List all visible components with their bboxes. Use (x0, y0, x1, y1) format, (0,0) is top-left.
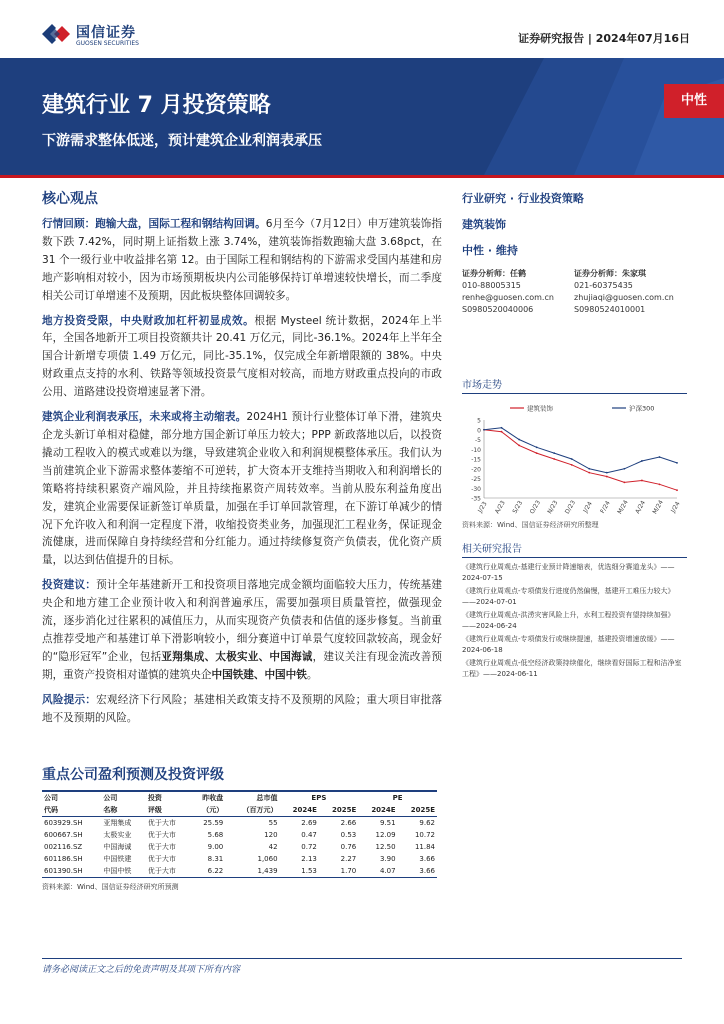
analyst-2-cert: S0980524010001 (574, 305, 646, 314)
table-cell: 优于大市 (146, 865, 191, 878)
footer-divider (42, 958, 682, 959)
y-tick-label: -30 (471, 485, 481, 493)
y-tick-label: -15 (471, 456, 481, 464)
table-cell: 9.00 (207, 843, 224, 851)
th-company-1: 公司 (42, 791, 101, 804)
y-tick-label: -5 (475, 437, 481, 444)
forecast-table-title: 重点公司盈利预测及投资评级 (42, 767, 224, 783)
related-report-item[interactable]: 《建筑行业周观点-洪涝灾害风险上升，水利工程投资有望持续加强》——2024-06-24 (462, 611, 675, 630)
x-tick-label: A/24 (634, 499, 648, 515)
th-invest: 投资 (146, 791, 191, 804)
market-review-lead: 行情回顾：跑输大盘，国际工程和钢结构回调。 (42, 218, 266, 230)
x-tick-label: A/23 (493, 499, 507, 515)
analyst-2-email[interactable]: zhujiaqi@guosen.com.cn (574, 293, 674, 302)
series-0-point (676, 489, 678, 491)
analyst-1-role: 证券分析师：任鹤 (462, 269, 526, 278)
logo-chinese-name: 国信证券 (76, 25, 136, 41)
th-pe: PE (358, 791, 437, 804)
series-0-point (641, 480, 643, 482)
series-1-point (501, 427, 503, 429)
table-cell: 601390.SH (42, 865, 101, 878)
table-cell: 2.69 (301, 819, 317, 827)
related-report-item[interactable]: 《建筑行业周观点-基建行业预计降速缩表，优选细分赛道龙头》——2024-07-15 (462, 563, 675, 582)
investment-advice-paragraph (42, 577, 442, 684)
investment-advice-text-a: 预计全年基建新开工和投资项目落地完成金额均面临较大压力，传统基建央企和地方建工企业预计收入和利润普遍承压，需要加强项目质量管控，做强现金流，逐步消化过往累积的减值压力，从而实现资产负债表和估值的逐步修复。当前重点推荐受地产和基建订单下滑影响较小，细分赛道中订单景气度较回款较高，现金好的“隐形冠军”企业，包括 (42, 579, 443, 663)
series-1-point (676, 462, 678, 464)
series-1-point (623, 468, 625, 470)
legend-label-1: 沪深300 (629, 404, 655, 413)
series-1-point (553, 452, 555, 454)
analyst-block (462, 268, 687, 376)
analyst-1-phone: 010-88005315 (462, 281, 521, 290)
table-row (42, 829, 437, 841)
series-0-point (623, 482, 625, 484)
chart-source: 资料来源：Wind、国信证券经济研究所整理 (462, 521, 599, 529)
report-subtitle: 下游需求整体低迷，预计建筑企业利润表承压 (42, 133, 322, 149)
related-report-item[interactable]: 《建筑行业周观点-专项债发行进度仍然偏慢，基建开工难压力较大》——2024-07-01 (462, 587, 675, 606)
x-tick-label: S/23 (511, 499, 525, 515)
table-cell: 0.72 (301, 843, 317, 851)
table-source: 资料来源：Wind、国信证券经济研究所预测 (42, 883, 179, 891)
th-yuan: （元） (190, 804, 225, 817)
table-cell: 8.31 (207, 855, 224, 863)
series-1-point (571, 458, 573, 460)
related-report-item[interactable]: 《建筑行业周观点-低空经济政策持续催化，继续看好国际工程和洁净室工程》——2024-06-11 (462, 659, 682, 678)
guosen-logo-icon (42, 22, 70, 46)
table-cell: 1,060 (257, 855, 278, 863)
table-cell: 1,439 (225, 865, 279, 878)
x-tick-label: F/24 (599, 499, 612, 515)
analyst-1-cert: S0980520040006 (462, 305, 534, 314)
series-0-point (571, 464, 573, 466)
table-cell: 0.76 (340, 843, 357, 851)
x-tick-label: M/24 (651, 499, 665, 516)
y-tick-label: -25 (471, 476, 481, 483)
series-0-point (588, 472, 590, 474)
core-views-column (42, 188, 442, 734)
table-cell: 10.72 (414, 831, 435, 839)
market-review-text: 6月至今（7月12日）申万建筑装饰指数下跌 7.42%，同时期上证指数上涨 3.74%，建筑装饰指数跑输大盘 3.68pct，在 31 个一级行业中收益排名第 12。由于国际工程和钢结构的下游需求受国内基建和房地产影响相对较小，因为市场预期板块内公司能够保持订单增速较快增长，而二季度相关公司订单增速不及预期，因此板块整体回调较多。 (42, 218, 442, 302)
table-cell: 120 (264, 831, 278, 839)
table-row (42, 817, 437, 830)
table-row (42, 841, 437, 853)
footer-disclaimer: 请务必阅读正文之后的免责声明及其项下所有内容 (42, 965, 241, 975)
th-mktcap: 总市值 (225, 791, 279, 804)
x-tick-label: D/23 (563, 499, 578, 516)
watch-stocks: 中国铁建、中国中铁 (211, 668, 307, 681)
table-cell: 亚翔集成 (103, 819, 132, 827)
table-cell: 2.27 (340, 855, 357, 863)
industry-rating: 中性 · 维持 (462, 244, 518, 257)
core-views-heading: 核心观点 (42, 191, 98, 207)
y-tick-label: 5 (477, 417, 481, 425)
th-eps: EPS (280, 791, 359, 804)
th-pe-2024: 2024E (358, 804, 397, 817)
analyst-2-phone: 021-60375435 (574, 281, 633, 290)
risk-lead: 风险提示： (42, 693, 97, 706)
table-cell: 中国海诚 (103, 843, 132, 851)
table-cell: 9.62 (419, 819, 435, 827)
report-type-date: 证券研究报告 | 2024年07月16日 (518, 32, 690, 45)
x-tick-label: J/24 (582, 500, 594, 514)
analyst-2 (574, 268, 686, 316)
rating-badge: 中性 (664, 84, 724, 118)
forecast-table (42, 790, 437, 878)
analyst-2-role: 证券分析师：朱家琪 (574, 269, 646, 278)
series-0-point (518, 444, 520, 446)
th-eps-2024: 2024E (280, 804, 319, 817)
investment-advice-text-b: ，建议关注有现金流改善预期，重资产投资相对谨慎的建筑央企 (42, 650, 443, 681)
related-reports-list (462, 562, 687, 680)
th-name: 名称 (101, 804, 146, 817)
table-cell: 002116.SZ (44, 843, 83, 851)
table-cell: 42 (268, 843, 278, 851)
x-tick-label: O/23 (528, 499, 542, 516)
series-1-point (483, 429, 485, 431)
table-cell: 中国中铁 (101, 865, 146, 878)
table-cell: 12.09 (375, 831, 396, 839)
table-cell: 2.13 (301, 855, 317, 863)
y-tick-label: 0 (477, 427, 481, 435)
series-1-point (588, 468, 590, 470)
series-0-point (659, 483, 661, 485)
th-close: 昨收盘 (190, 791, 225, 804)
profit-pressure-text: 2024H1 预计行业整体订单下滑，建筑央企龙头新订单相对稳健，部分地方国企新订单压力较大；PPP 新政落地以后，以投资撬动工程收入的模式或难以为继，导致建筑企业收入和利润规模整体承压。我们认为当前建筑企业下游需求整体萎缩不可逆转，扩大资本开支维持当期收入和利润增长的策略将持续积累资产端风险，并且持续拖累资产周转效率。当前从股东利益角度出发，建筑企业需要保证新签订单质量，加强在手订单回款管理，在下游订单减少的情况下允许收入和利润一定程度下滑，收缩投资类业务，加强现汇工程业务，保证现金流健康，进而保障自身持续经营和分红能力。通过持续修复资产负债表，优化资产质量，以达到估值提升的目标。 (42, 411, 442, 567)
local-investment-lead: 地方投资受限，中央财政加杠杆初显成效。 (42, 314, 255, 327)
top-header (0, 0, 724, 58)
table-cell: 9.51 (379, 819, 396, 827)
y-tick-label: -35 (471, 495, 481, 503)
series-0-point (553, 458, 555, 460)
investment-advice-lead: 投资建议： (42, 579, 97, 592)
y-tick-label: -20 (471, 466, 481, 474)
banner-divider (0, 175, 724, 178)
local-investment-text: 根据 Mysteel 统计数据，2024年上半年，全国各地新开工项目投资额共计 20.41 万亿元，同比-36.1%。2024年上半年全国合计新增专项债 1.49 万亿元，同比-35.1%，仅完成全年新增限额的 38%。中央财政重点支持的水利、铁路等领域投资景气度相对较高，而地方财政重点投向的市政公用、道路建设投资增速显著下滑。 (42, 314, 442, 399)
table-cell: 优于大市 (147, 843, 176, 851)
logo-english-name: GUOSEN SECURITIES (76, 40, 139, 47)
x-tick-label: J/24 (669, 500, 682, 514)
recommended-stocks: 亚翔集成、太极实业、中国海诚 (161, 650, 313, 663)
table-cell: 4.07 (358, 865, 397, 878)
series-line-1 (484, 428, 677, 473)
th-pe-2025: 2025E (398, 804, 437, 817)
table-cell: 603929.SH (44, 819, 83, 827)
analyst-1-email[interactable]: renhe@guosen.com.cn (462, 293, 554, 302)
table-cell: 3.66 (398, 865, 437, 878)
table-cell: 1.53 (280, 865, 319, 878)
series-1-point (536, 446, 538, 448)
legend-label-0: 建筑装饰 (527, 404, 553, 413)
series-1-point (641, 460, 643, 462)
series-0-point (501, 431, 503, 433)
table-cell: 优于大市 (147, 819, 176, 827)
investment-advice-text-c: 。 (306, 668, 318, 681)
market-trend-svg (462, 398, 687, 528)
th-company-2: 公司 (101, 791, 146, 804)
profit-pressure-paragraph (42, 409, 442, 570)
industry-name: 建筑装饰 (462, 218, 506, 231)
series-1-point (659, 456, 661, 458)
th-million: （百万元） (225, 804, 279, 817)
table-cell: 601186.SH (44, 855, 83, 863)
related-reports-heading: 相关研究报告 (462, 540, 687, 558)
series-0-point (536, 452, 538, 454)
market-trend-heading: 市场走势 (462, 376, 687, 394)
table-cell: 12.50 (375, 843, 396, 851)
analyst-1 (462, 268, 574, 316)
table-cell: 55 (268, 819, 278, 827)
table-cell: 3.90 (379, 855, 396, 863)
table-row (42, 853, 437, 865)
table-cell: 25.59 (203, 819, 224, 827)
x-tick-label: J/23 (476, 500, 489, 514)
risk-text: 宏观经济下行风险；基建相关政策支持不及预期的风险；重大项目审批落地不及预期的风险。 (42, 693, 443, 724)
table-cell: 6.22 (190, 865, 225, 878)
table-cell: 优于大市 (147, 855, 176, 863)
x-tick-label: N/23 (546, 499, 560, 516)
local-investment-paragraph (42, 313, 442, 403)
title-banner (0, 58, 724, 175)
th-eps-2025: 2025E (319, 804, 358, 817)
table-row (42, 865, 437, 878)
table-cell: 0.47 (301, 831, 317, 839)
table-cell: 中国铁建 (103, 855, 132, 863)
table-cell: 11.84 (414, 843, 435, 851)
related-report-item[interactable]: 《建筑行业周观点-专项债发行或继续提速，基建投资增速放缓》——2024-06-18 (462, 635, 675, 654)
series-0-point (606, 476, 608, 478)
table-cell: 0.53 (340, 831, 357, 839)
th-code: 代码 (42, 804, 101, 817)
report-category: 行业研究 · 行业投资策略 (462, 192, 584, 205)
sidebar (462, 190, 687, 682)
series-1-point (606, 472, 608, 474)
forecast-table-section (42, 764, 437, 892)
table-cell: 1.70 (319, 865, 358, 878)
forecast-table-body (42, 817, 437, 878)
table-cell: 2.66 (340, 819, 357, 827)
y-tick-label: -10 (471, 446, 481, 454)
profit-pressure-lead: 建筑企业利润表承压，未来或将主动缩表。 (42, 411, 247, 424)
market-review-paragraph (42, 216, 442, 306)
market-trend-chart (462, 398, 687, 518)
table-cell: 优于大市 (147, 831, 176, 839)
table-cell: 太极实业 (103, 831, 132, 839)
table-cell: 5.68 (207, 831, 224, 839)
report-title: 建筑行业 7 月投资策略 (42, 93, 271, 118)
table-cell: 3.66 (419, 855, 435, 863)
x-tick-label: M/24 (616, 499, 630, 516)
table-cell: 600667.SH (44, 831, 83, 839)
risk-paragraph (42, 692, 442, 728)
series-1-point (518, 439, 520, 441)
th-rating: 评级 (146, 804, 191, 817)
